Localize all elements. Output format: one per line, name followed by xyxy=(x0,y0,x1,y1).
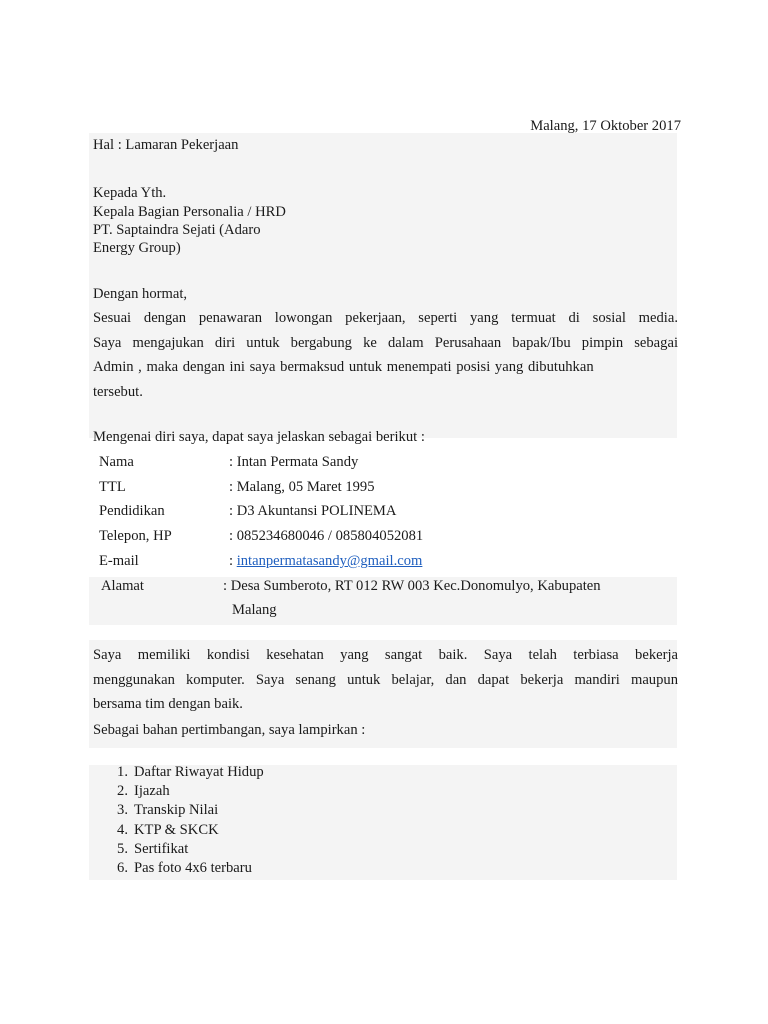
recipient-line-1: Kepada Yth. xyxy=(93,185,167,201)
attachment-item xyxy=(108,859,252,878)
detail-label-telepon: Telepon, HP xyxy=(99,528,172,544)
details-intro: Mengenai diri saya, dapat saya jelaskan sebagai berikut : xyxy=(93,429,425,445)
attachment-number: 3. xyxy=(117,802,128,818)
letter-subject: Hal : Lamaran Pekerjaan xyxy=(93,137,239,153)
attachments-intro: Sebagai bahan pertimbangan, saya lampirkan : xyxy=(93,722,366,738)
greeting: Dengan hormat, xyxy=(93,286,188,302)
para2-line-2: menggunakan komputer. Saya senang untuk belajar, dan dapat bekerja mandiri maupun xyxy=(93,672,678,688)
attachment-text: Sertifikat xyxy=(134,841,189,857)
para1-line-2: Saya mengajukan diri untuk bergabung ke dalam Perusahaan bapak/Ibu pimpin sebagai xyxy=(93,335,678,351)
attachment-item xyxy=(108,840,188,859)
attachment-text: KTP & SKCK xyxy=(134,822,219,838)
attachment-number: 2. xyxy=(117,783,128,799)
detail-value-nama: : Intan Permata Sandy xyxy=(229,454,359,470)
recipient-line-3: PT. Saptaindra Sejati (Adaro xyxy=(93,222,261,238)
letter-date: Malang, 17 Oktober 2017 xyxy=(530,118,681,134)
attachment-item xyxy=(108,763,264,782)
email-link[interactable]: intanpermatasandy@gmail.com xyxy=(236,553,423,569)
attachment-number: 5. xyxy=(117,841,128,857)
detail-label-ttl: TTL xyxy=(99,479,126,495)
attachment-item xyxy=(108,801,218,820)
detail-value-email-row xyxy=(229,552,422,571)
attachment-text: Ijazah xyxy=(134,783,170,799)
detail-value-telepon: : 085234680046 / 085804052081 xyxy=(229,528,424,544)
detail-value-pendidikan: : D3 Akuntansi POLINEMA xyxy=(229,503,397,519)
attachment-item xyxy=(108,821,219,840)
para1-line-4: tersebut. xyxy=(93,384,143,400)
attachment-item xyxy=(108,782,170,801)
attachment-text: Transkip Nilai xyxy=(134,802,219,818)
detail-value-ttl: : Malang, 05 Maret 1995 xyxy=(229,479,375,495)
recipient-line-4: Energy Group) xyxy=(93,240,181,256)
para1-line-1: Sesuai dengan penawaran lowongan pekerjaan, seperti yang termuat di sosial media. xyxy=(93,310,678,326)
detail-label-pendidikan: Pendidikan xyxy=(99,503,165,519)
attachment-text: Daftar Riwayat Hidup xyxy=(134,764,264,780)
attachment-number: 4. xyxy=(117,822,128,838)
detail-value-alamat: : Desa Sumberoto, RT 012 RW 003 Kec.Donomulyo, Kabupaten xyxy=(223,578,601,594)
attachment-number: 6. xyxy=(117,860,128,876)
detail-label-email: E-mail xyxy=(99,553,139,569)
detail-label-nama: Nama xyxy=(99,454,134,470)
detail-email-colon: : xyxy=(229,553,237,569)
detail-label-alamat: Alamat xyxy=(101,578,144,594)
para2-line-3: bersama tim dengan baik. xyxy=(93,696,243,712)
para1-line-3: Admin , maka dengan ini saya bermaksud untuk menempati posisi yang dibutuhkan xyxy=(93,359,594,375)
attachment-text: Pas foto 4x6 terbaru xyxy=(134,860,252,876)
detail-value-alamat-2: Malang xyxy=(232,602,277,618)
attachment-number: 1. xyxy=(117,764,128,780)
recipient-line-2: Kepala Bagian Personalia / HRD xyxy=(93,204,286,220)
para2-line-1: Saya memiliki kondisi kesehatan yang sangat baik. Saya telah terbiasa bekerja xyxy=(93,647,678,663)
